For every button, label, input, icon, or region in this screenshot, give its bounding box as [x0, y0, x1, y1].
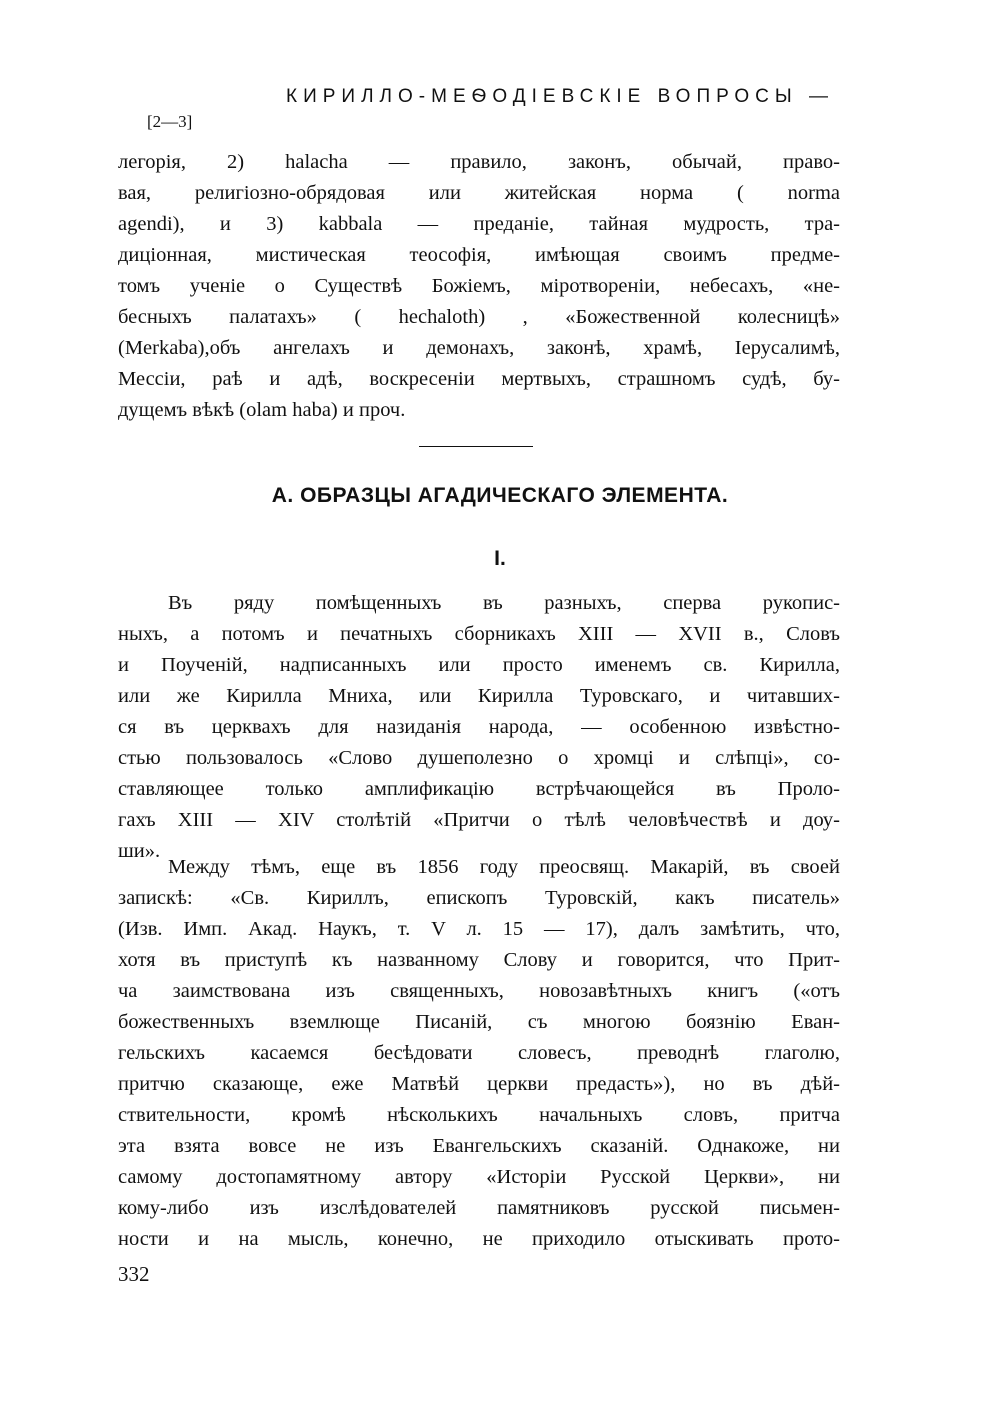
section-divider: [419, 446, 533, 447]
text-line: ши».: [118, 840, 161, 862]
text-line: ставляющее только амплификацію встрѣчающейся въ Проло-: [118, 778, 840, 800]
text-line: agendi), и 3) kabbala — преданіе, тайная мудрость, тра-: [118, 213, 840, 235]
text-line: Между тѣмъ, еще въ 1856 году преосвящ. Макарій, въ своей: [168, 856, 840, 878]
text-line: дущемъ вѣкѣ (olam haba) и проч.: [118, 399, 406, 421]
text-line: (Изв. Имп. Акад. Наукъ, т. V л. 15 — 17), далъ замѣтить, что,: [118, 918, 840, 940]
paragraph-1: [118, 588, 840, 867]
text-line: ности и на мысль, конечно, не приходило отыскивать прото-: [118, 1228, 840, 1250]
text-line: гельскихъ касаемся бесѣдовати словесъ, преводнѣ глаголю,: [118, 1042, 840, 1064]
running-title: КИРИЛЛО-МЕѲОДІЕВСКІЕ ВОПРОСЫ —: [286, 86, 834, 107]
page-number: 332: [118, 1262, 150, 1286]
text-line: диціонная, мистическая теософія, имѣющая своимъ предме-: [118, 244, 840, 266]
text-line: легорія, 2) halacha — правило, законъ, обычай, право-: [118, 151, 840, 173]
text-line: или же Кирилла Мниха, или Кирилла Туровскаго, и читавших-: [118, 685, 840, 707]
text-line: ныхъ, а потомъ и печатныхъ сборникахъ XIII — XVII в., Словъ: [118, 623, 840, 645]
text-line: притчю сказающе, еже Матвѣй церкви предасть»), но въ дѣй-: [118, 1073, 840, 1095]
section-title: А. ОБРАЗЦЫ АГАДИЧЕСКАГО ЭЛЕМЕНТА.: [271, 484, 729, 507]
text-line: эта взята вовсе не изъ Евангельскихъ сказаній. Однакоже, ни: [118, 1135, 840, 1157]
text-line: ся въ церквахъ для назиданія народа, — особенною извѣстно-: [118, 716, 840, 738]
text-line: (Merkaba),объ ангелахъ и демонахъ, законѣ, храмѣ, Іерусалимѣ,: [118, 337, 840, 359]
text-line: Мессіи, раѣ и адѣ, воскресеніи мертвыхъ, страшномъ судѣ, бу-: [118, 368, 840, 390]
text-line: гахъ XIII — XIV столѣтій «Притчи о тѣлѣ человѣчествѣ и доу-: [118, 809, 840, 831]
text-line: томъ ученіе о Существѣ Божіемъ, міротвореніи, небесахъ, «не-: [118, 275, 840, 297]
text-line: запискѣ: «Св. Кириллъ, епископъ Туровскій, какъ писатель»: [118, 887, 840, 909]
text-line: ча заимствована изъ священныхъ, новозавѣтныхъ книгъ («отъ: [118, 980, 840, 1002]
paragraph-2: [118, 852, 840, 1255]
text-line: кому-либо изъ изслѣдователей памятниковъ русской письмен-: [118, 1197, 840, 1219]
text-line: хотя въ приступѣ къ названному Слову и говорится, что Прит-: [118, 949, 840, 971]
text-line: божественныхъ вземлюще Писаній, съ многою боязнію Еван-: [118, 1011, 840, 1033]
text-line: ствительности, кромѣ нѣсколькихъ начальныхъ словъ, притча: [118, 1104, 840, 1126]
text-line: бесныхъ палатахъ» ( hechaloth) , «Божественной колесницѣ»: [118, 306, 840, 328]
text-line: Въ ряду помѣщенныхъ въ разныхъ, сперва рукопис-: [168, 592, 840, 614]
page-reference: [2—3]: [147, 112, 193, 131]
text-line: стью пользовалось «Слово душеполезно о хромці и слѣпці», со-: [118, 747, 840, 769]
top-paragraph: [118, 147, 840, 426]
text-line: вая, религіозно-обрядовая или житейская норма ( norma: [118, 182, 840, 204]
subsection-number: I.: [494, 547, 506, 570]
text-line: самому достопамятному автору «Исторіи Русской Церкви», ни: [118, 1166, 840, 1188]
running-header: [0, 86, 1000, 108]
text-line: и Поученій, надписанныхъ или просто именемъ св. Кирилла,: [118, 654, 840, 676]
